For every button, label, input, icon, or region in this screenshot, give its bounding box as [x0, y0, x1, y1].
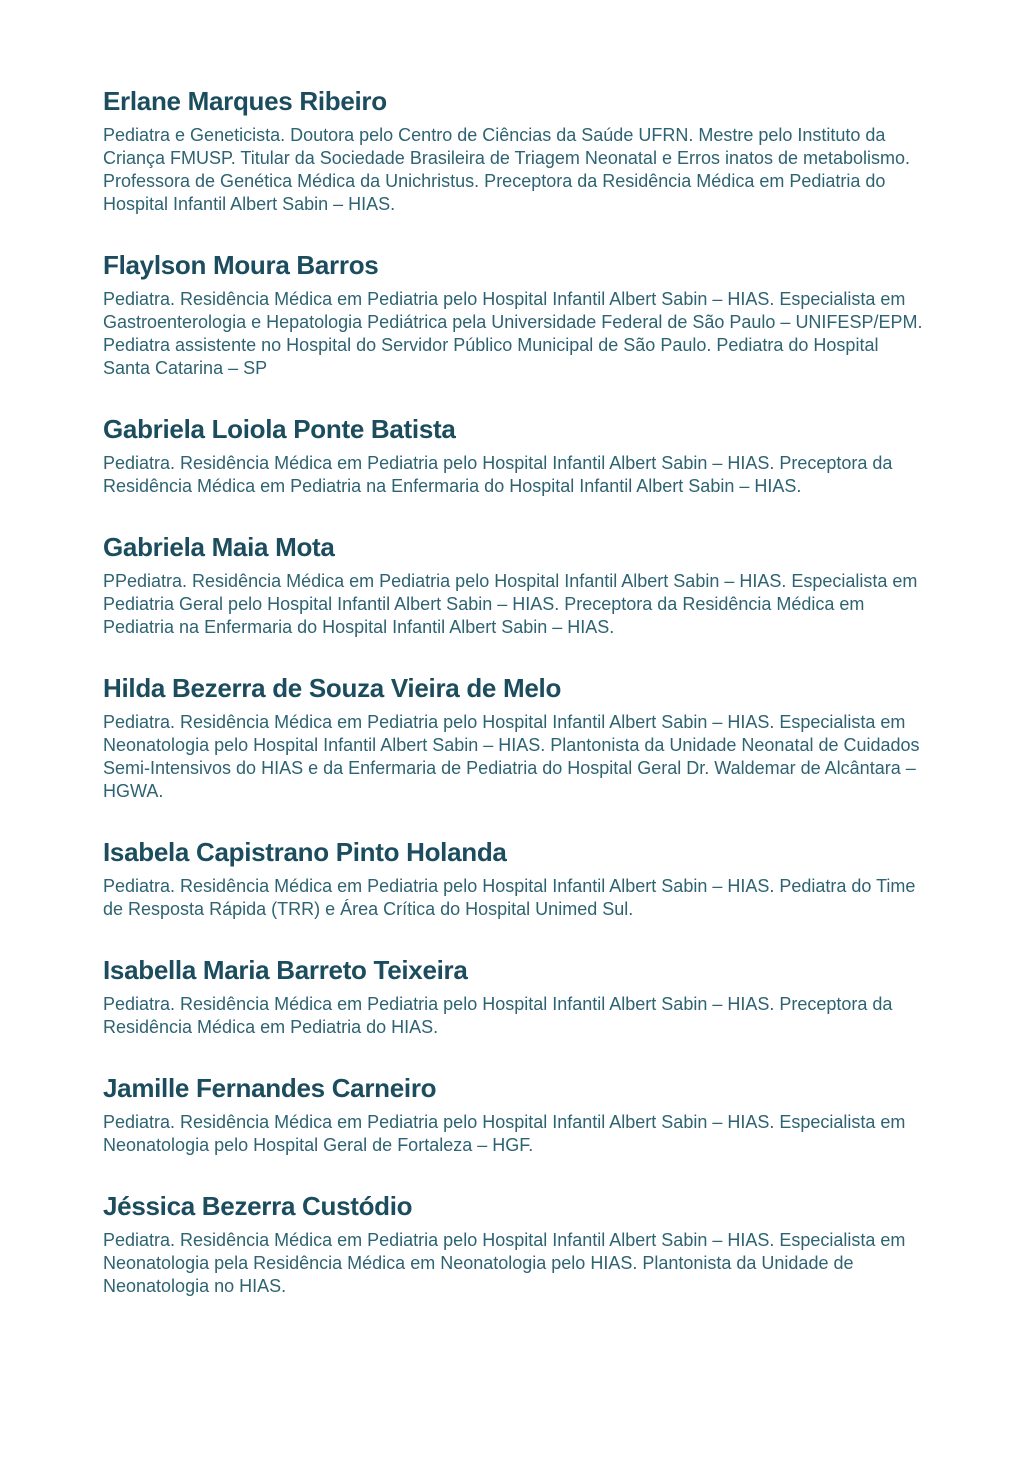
person-bio: Pediatra e Geneticista. Doutora pelo Centro de Ciências da Saúde UFRN. Mestre pelo Instituto da Criança FMUSP. Titular da Sociedade Brasileira de Triagem Neonatal e Erros inatos de metabolismo. Professora de Genética Médica da Unichristus. Preceptora da Residência Médica em Pediatria do Hospital Infantil Albert Sabin – HIAS. — [103, 125, 911, 214]
person-section — [103, 673, 930, 803]
person-name: Erlane Marques Ribeiro — [103, 86, 387, 116]
person-bio: Pediatra. Residência Médica em Pediatria pelo Hospital Infantil Albert Sabin – HIAS. Especialista em Neonatologia pelo Hospital Geral de Fortaleza – HGF. — [103, 1112, 906, 1155]
person-bio: Pediatra. Residência Médica em Pediatria pelo Hospital Infantil Albert Sabin – HIAS. Especialista em Gastroenterologia e Hepatologia Pediátrica pela Universidade Federal de São Paulo – UNIFESP/EPM. Pediatra assistente no Hospital do Servidor Público Municipal de São Paulo. Pediatra do Hospital Santa Catarina – SP — [103, 289, 923, 378]
person-bio: Pediatra. Residência Médica em Pediatria pelo Hospital Infantil Albert Sabin – HIAS. Pediatra do Time de Resposta Rápida (TRR) e Área Crítica do Hospital Unimed Sul. — [103, 876, 916, 919]
person-bio: Pediatra. Residência Médica em Pediatria pelo Hospital Infantil Albert Sabin – HIAS. Especialista em Neonatologia pelo Hospital Infantil Albert Sabin – HIAS. Plantonista da Unidade Neonatal de Cuidados Semi-Intensivos do HIAS e da Enfermaria de Pediatria do Hospital Geral Dr. Waldemar de Alcântara – HGWA. — [103, 712, 920, 801]
person-name: Gabriela Maia Mota — [103, 532, 335, 562]
person-bio: Pediatra. Residência Médica em Pediatria pelo Hospital Infantil Albert Sabin – HIAS. Preceptora da Residência Médica em Pediatria do HIAS. — [103, 994, 893, 1037]
person-bio: Pediatra. Residência Médica em Pediatria pelo Hospital Infantil Albert Sabin – HIAS. Preceptora da Residência Médica em Pediatria na Enfermaria do Hospital Infantil Albert Sabin – HIAS. — [103, 453, 893, 496]
person-section — [103, 414, 930, 498]
person-name: Hilda Bezerra de Souza Vieira de Melo — [103, 673, 562, 703]
person-bio: Pediatra. Residência Médica em Pediatria pelo Hospital Infantil Albert Sabin – HIAS. Especialista em Neonatologia pela Residência Médica em Neonatologia pelo HIAS. Plantonista da Unidade de Neonatologia no HIAS. — [103, 1230, 906, 1296]
person-section — [103, 532, 930, 639]
person-name: Jamille Fernandes Carneiro — [103, 1073, 437, 1103]
person-bio: PPediatra. Residência Médica em Pediatria pelo Hospital Infantil Albert Sabin – HIAS. Especialista em Pediatria Geral pelo Hospital Infantil Albert Sabin – HIAS. Preceptora da Residência Médica em Pediatria na Enfermaria do Hospital Infantil Albert Sabin – HIAS. — [103, 571, 918, 637]
person-name: Isabela Capistrano Pinto Holanda — [103, 837, 507, 867]
person-section — [103, 1191, 930, 1298]
person-name: Jéssica Bezerra Custódio — [103, 1191, 413, 1221]
person-name: Flaylson Moura Barros — [103, 250, 379, 280]
person-section — [103, 86, 930, 216]
person-section — [103, 955, 930, 1039]
person-section — [103, 837, 930, 921]
person-section — [103, 1073, 930, 1157]
person-name: Gabriela Loiola Ponte Batista — [103, 414, 456, 444]
person-section — [103, 250, 930, 380]
person-name: Isabella Maria Barreto Teixeira — [103, 955, 468, 985]
